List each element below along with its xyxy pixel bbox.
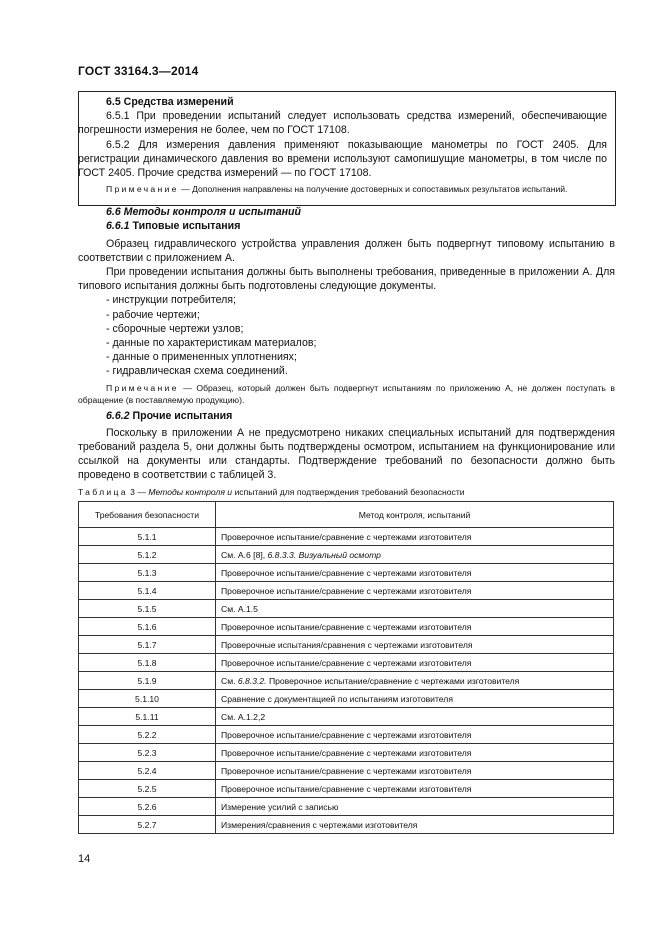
subsection-6-6-2-number: 6.6.2 — [106, 409, 130, 422]
requirement-cell: 5.1.10 — [79, 690, 216, 708]
list-item: - сборочные чертежи узлов; — [106, 322, 615, 336]
document-header: ГОСТ 33164.3—2014 — [78, 64, 199, 78]
table-row — [79, 672, 614, 690]
table-row — [79, 654, 614, 672]
method-text: Проверочное испытание/сравнение с чертежами изготовителя — [266, 675, 520, 686]
note-label: Примечание — [106, 184, 179, 195]
method-cell: Проверочное испытание/сравнение с чертежами изготовителя — [216, 582, 614, 600]
note-text: — Образец, который должен быть подвергнут испытаниям по приложению А, не должен поступать в обращение (в поставляемую продукцию). — [78, 382, 615, 405]
method-cell: Проверочное испытание/сравнение с чертежами изготовителя — [216, 780, 614, 798]
method-cell: Проверочное испытание/сравнение с чертежами изготовителя — [216, 726, 614, 744]
table-caption-rest: испытаний для подтверждения требований безопасности — [232, 487, 465, 497]
list-item: - данные о примененных уплотнениях; — [106, 350, 615, 364]
table-row — [79, 690, 614, 708]
method-reference: 6.8.3.2. — [237, 675, 267, 686]
column-header-method: Метод контроля, испытаний — [216, 502, 614, 528]
requirement-cell: 5.1.1 — [79, 528, 216, 546]
list-item: - рабочие чертежи; — [106, 308, 615, 322]
table-caption-label: Таблица — [78, 487, 128, 497]
requirement-cell: 5.1.7 — [79, 636, 216, 654]
table-row — [79, 600, 614, 618]
requirement-cell: 5.1.4 — [79, 582, 216, 600]
table-header-row — [79, 502, 614, 528]
requirement-cell: 5.1.8 — [79, 654, 216, 672]
list-item: - гидравлическая схема соединений. — [106, 364, 615, 378]
table-row — [79, 726, 614, 744]
method-cell: Сравнение с документацией по испытаниям изготовителя — [216, 690, 614, 708]
para-6-5-2: 6.5.2 Для измерения давления применяют показывающие манометры по ГОСТ 2405. Для регистрации динамического давления во времени используют самопишущие манометры, в том числе по ГОСТ 2405. Прочие средства измерений — по ГОСТ 17108. — [78, 138, 607, 180]
note-label: Примечание — [106, 382, 179, 393]
method-cell: Измерение усилий с записью — [216, 798, 614, 816]
requirement-cell: 5.1.5 — [79, 600, 216, 618]
page-number: 14 — [78, 853, 91, 865]
table-row — [79, 618, 614, 636]
requirement-cell: 5.2.2 — [79, 726, 216, 744]
requirement-cell: 5.1.9 — [79, 672, 216, 690]
requirement-cell: 5.2.5 — [79, 780, 216, 798]
method-text: См. — [221, 675, 238, 686]
requirement-cell: 5.1.11 — [79, 708, 216, 726]
table-row — [79, 744, 614, 762]
method-cell: См. А.1.2,2 — [216, 708, 614, 726]
requirement-cell: 5.1.2 — [79, 546, 216, 564]
requirement-cell: 5.2.6 — [79, 798, 216, 816]
method-cell: Измерения/сравнения с чертежами изготовителя — [216, 816, 614, 834]
method-cell: Проверочное испытание/сравнение с чертежами изготовителя — [216, 744, 614, 762]
page-body — [78, 95, 615, 483]
table-row — [79, 816, 614, 834]
requirement-cell: 5.2.3 — [79, 744, 216, 762]
documents-list — [78, 293, 615, 378]
safety-requirements-table — [78, 501, 614, 834]
table-row — [79, 708, 614, 726]
table-row — [79, 546, 614, 564]
para-6-5-1: 6.5.1 При проведении испытаний следует использовать средства измерений, обеспечивающие погрешности измерения не более, чем по ГОСТ 17108. — [78, 110, 607, 137]
para-6-6-1-b: При проведении испытания должны быть выполнены требования, приведенные в приложении А. Для типового испытания должны быть подготовлены следующие документы. — [78, 266, 615, 293]
method-reference: 6.8.3.3. Визуальный осмотр — [267, 549, 381, 560]
table-row — [79, 762, 614, 780]
method-cell — [216, 546, 614, 564]
method-cell: Проверочное испытание/сравнение с чертежами изготовителя — [216, 618, 614, 636]
method-cell: Проверочное испытание/сравнение с чертежами изготовителя — [216, 564, 614, 582]
table-row — [79, 636, 614, 654]
table-caption-italic: Методы контроля и — [148, 487, 233, 497]
column-header-requirements: Требования безопасности — [79, 502, 216, 528]
note-6-6-1 — [78, 382, 615, 406]
para-6-6-2: Поскольку в приложении А не предусмотрено никаких специальных испытаний для подтверждения требований раздела 5, они должны быть подтверждены осмотром, испытанием на функционирование или ссылкой на документы или стандарты. Подтверждение требований по безопасности должно быть проведено в соответствии с таблицей 3. — [78, 426, 615, 482]
subsection-6-6-2-label: Прочие испытания — [129, 409, 233, 422]
table-row — [79, 528, 614, 546]
method-cell: Проверочное испытание/сравнение с чертежами изготовителя — [216, 654, 614, 672]
table-row — [79, 564, 614, 582]
table-caption — [78, 485, 465, 499]
requirement-cell: 5.1.3 — [79, 564, 216, 582]
requirement-cell: 5.2.7 — [79, 816, 216, 834]
list-item: - инструкции потребителя; — [106, 293, 615, 307]
list-item: - данные по характеристикам материалов; — [106, 336, 615, 350]
requirement-cell: 5.2.4 — [79, 762, 216, 780]
table-caption-number: 3 — — [127, 487, 149, 497]
subsection-6-6-1-title — [106, 219, 615, 233]
method-cell — [216, 672, 614, 690]
method-cell: См. А.1.5 — [216, 600, 614, 618]
table-row — [79, 798, 614, 816]
section-6-6-title: 6.6 Методы контроля и испытаний — [106, 206, 301, 219]
method-cell: Проверочное испытание/сравнение с чертежами изготовителя — [216, 528, 614, 546]
para-6-6-1-a: Образец гидравлического устройства управления должен быть подвергнут типовому испытанию в соответствии с приложением А. — [78, 237, 615, 264]
table-row — [79, 582, 614, 600]
method-cell: Проверочные испытания/сравнения с чертежами изготовителя — [216, 636, 614, 654]
subsection-6-6-1-number: 6.6.1 — [106, 220, 130, 233]
note-text: — Дополнения направлены на получение достоверных и сопоставимых результатов испытаний. — [178, 184, 568, 195]
subsection-6-6-1-label: Типовые испытания — [129, 220, 241, 233]
table-row — [79, 780, 614, 798]
method-text: См. А.6 [8], — [221, 549, 268, 560]
subsection-6-6-2-title — [106, 409, 615, 423]
requirement-cell: 5.1.6 — [79, 618, 216, 636]
method-cell: Проверочное испытание/сравнение с чертежами изготовителя — [216, 762, 614, 780]
section-6-5-title: 6.5 Средства измерений — [106, 96, 234, 108]
note-6-5 — [78, 183, 615, 195]
